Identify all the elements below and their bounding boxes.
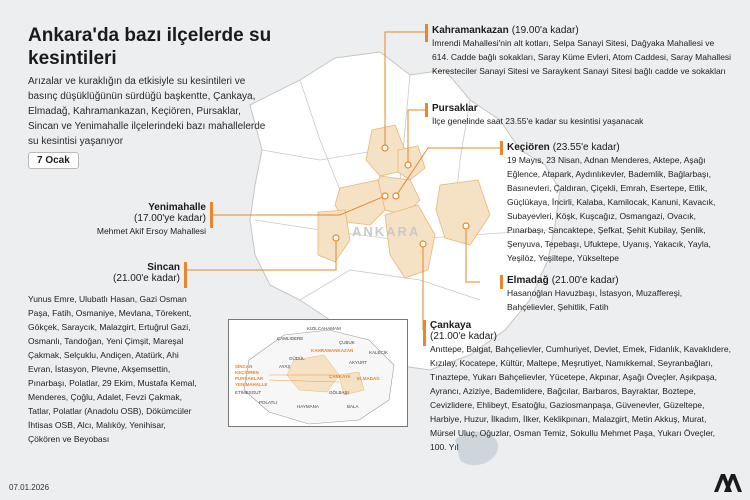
minimap-label: ETİMESGUT <box>235 390 262 395</box>
district-time: (23.55'e kadar) <box>552 142 620 153</box>
district-pursaklar <box>432 103 732 128</box>
district-sincan <box>28 292 200 446</box>
page-title: Ankara'da bazı ilçelerde su kesintileri <box>28 25 272 69</box>
minimap-label: POLATLI <box>259 400 278 405</box>
minimap-label: KALECİK <box>369 350 389 355</box>
district-time: (21.00'e kadar) <box>551 275 619 286</box>
date-badge: 7 Ocak <box>28 152 79 169</box>
district-kahramankazan <box>432 25 732 78</box>
district-name: Sincan <box>147 262 180 273</box>
minimap-label: ÇANKAYA <box>329 374 351 379</box>
accent-bar <box>500 141 503 155</box>
district-time: (17.00'ye kadar) <box>134 213 206 224</box>
accent-bar <box>500 275 503 289</box>
accent-bar <box>210 202 213 228</box>
aa-logo-icon <box>712 472 742 494</box>
minimap-label: GÖLBAŞI <box>329 390 349 395</box>
accent-bar <box>184 262 187 288</box>
district-details: Mehmet Akif Ersoy Mahallesi <box>96 226 206 236</box>
district-kecioren <box>507 142 732 265</box>
accent-bar <box>425 103 428 117</box>
minimap-label: KIZILCAHAMAM <box>307 326 341 331</box>
minimap-label: SİNCAN <box>235 364 253 369</box>
district-details: Anıttepe, Balgat, Bahçelievler, Cumhuriyet, Devlet, Emek, Fidanlık, Kavaklıdere, Kızılay, Kocatepe, Kültür, Maltepe, Meşrutiyet, Namıkkemal, Seyranbağları, Tınaztepe, Yukarı Bahçelievler, Yücetepe, Akpınar, Aşağı Öveçler, Aşıkpaşa, Ayrancı, Aziziye, Bademlidere, Bağcılar, Barbaros, Bayraktar, Boztepe, Cevizlidere, Ehlibeyt, Esatoğlu, Gaziosmanpaşa, Güvenevler, Güzeltepe, Harbiye, Huzur, İlkadım, İlker, Keklikpınarı, Malazgirt, Metin Akkuş, Murat, Mürsel Uluç, Oğuzlar, Osman Temiz, Sokullu Mehmet Paşa, Yukarı Öveçler, 100. Yıl <box>430 344 731 452</box>
accent-bar <box>423 320 426 346</box>
minimap-label: ÇUBUK <box>339 340 355 345</box>
district-cankaya <box>430 320 732 454</box>
accent-bar <box>425 24 428 42</box>
district-sincan-head <box>90 262 180 284</box>
minimap-label: KEÇİÖREN <box>235 370 259 375</box>
district-details: İlçe genelinde saat 23.55'e kadar su kesintisi yaşanacak <box>432 116 644 126</box>
district-name: Yenimahalle <box>148 202 206 213</box>
district-name: Kahramankazan <box>432 25 509 36</box>
district-name: Pursaklar <box>432 103 478 114</box>
district-time: (19.00'a kadar) <box>511 25 579 36</box>
locator-minimap <box>228 319 408 427</box>
district-yenimahalle <box>62 202 206 238</box>
city-label: ANKARA <box>352 224 421 239</box>
district-name: Elmadağ <box>507 275 549 286</box>
footer-date: 07.01.2026 <box>9 483 50 492</box>
minimap-label: ELMADAĞ <box>357 376 380 381</box>
minimap-label: BALA <box>347 404 359 409</box>
minimap-label: GÜDÜL <box>289 356 305 361</box>
district-elmadag <box>507 275 732 314</box>
minimap-label: ÇAMLIDERE <box>277 336 304 341</box>
district-details: İmrendi Mahallesi'nin alt kotları, Selpa Sanayi Sitesi, Dağyaka Mahallesi ve 614. Cadde bağlı sokakları, Saray Küme Evleri, Atom Caddesi, Saray Mahallesi Keresteciler Sanayi Sitesi ve Saraykent Sanayi Sitesi bağlı cadde ve sokakları <box>432 38 732 76</box>
district-details: Yunus Emre, Ulubatlı Hasan, Gazi Osman Paşa, Fatih, Osmaniye, Mevlana, Törekent, Gökçek, Saraycık, Malazgirt, Ertuğrul Gazi, Osmanlı, Tandoğan, Yeni Çimşit, Mareşal Çakmak, Selçuklu, Andiçen, Atatürk, Ahi Evran, İstasyon, Plevne, Akşemsettin, Pınarbaşı, Polatlar, 29 Ekim, Mustafa Kemal, Menderes, Çoğlu, Adalet, Fevzi Çakmak, Tatlar, Polatlar (Anadolu OSB), Dökümcüler İhtisas OSB, Alcı, Malıköy, Yenihisar, Çökören ve Beyobası <box>28 294 197 444</box>
district-time: (21.00'e kadar) <box>113 273 180 284</box>
minimap-label: AKYURT <box>349 360 368 365</box>
district-details: 19 Mayıs, 23 Nisan, Adnan Menderes, Aktepe, Aşağı Eğlence, Atapark, Aydınlıkevler, Bademlik, Bağlarbaşı, Basınevleri, Çaldıran, Çiçekli, Emrah, Esertepe, Etlik, Güçlükaya, İncirli, Kalaba, Kamilocak, Kanuni, Kavacık, Subayevleri, Köşk, Kuşcağız, Osmangazi, Ovacık, Pınarbaşı, Sancaktepe, Şefkat, Şehit Kubilay, Şenlik, Şenyuva, Tepebaşı, Ufuktepe, Uyanış, Yakacık, Yayla, Yeşilöz, Yeşiltepe, Yükseltepe <box>507 155 716 263</box>
minimap-label: HAYMANA <box>297 404 319 409</box>
minimap-label: YENİMAHALLE <box>235 382 268 387</box>
district-time: (21.00'e kadar) <box>430 331 497 342</box>
minimap-label: KAHRAMANKAZAN <box>311 348 354 353</box>
minimap-label: PURSAKLAR <box>235 376 264 381</box>
intro-text: Arızalar ve kuraklığın da etkisiyle su kesintileri ve basınç düşüklüğünün sürdüğü başkentte, Çankaya, Elmadağ, Kahramankazan, Keçiören, Pursaklar, Sincan ve Yenimahalle ilçelerindeki bazı mahallelerde su kesintisi yaşanıyor <box>28 76 266 147</box>
district-details: Hasanoğlan Havuzbaşı, İstasyon, Muzaffereşi, Bahçelievler, Şehitlik, Fatih <box>507 288 683 312</box>
district-name: Keçiören <box>507 142 550 153</box>
minimap-label: AYAŞ <box>279 364 291 369</box>
district-name: Çankaya <box>430 320 472 331</box>
